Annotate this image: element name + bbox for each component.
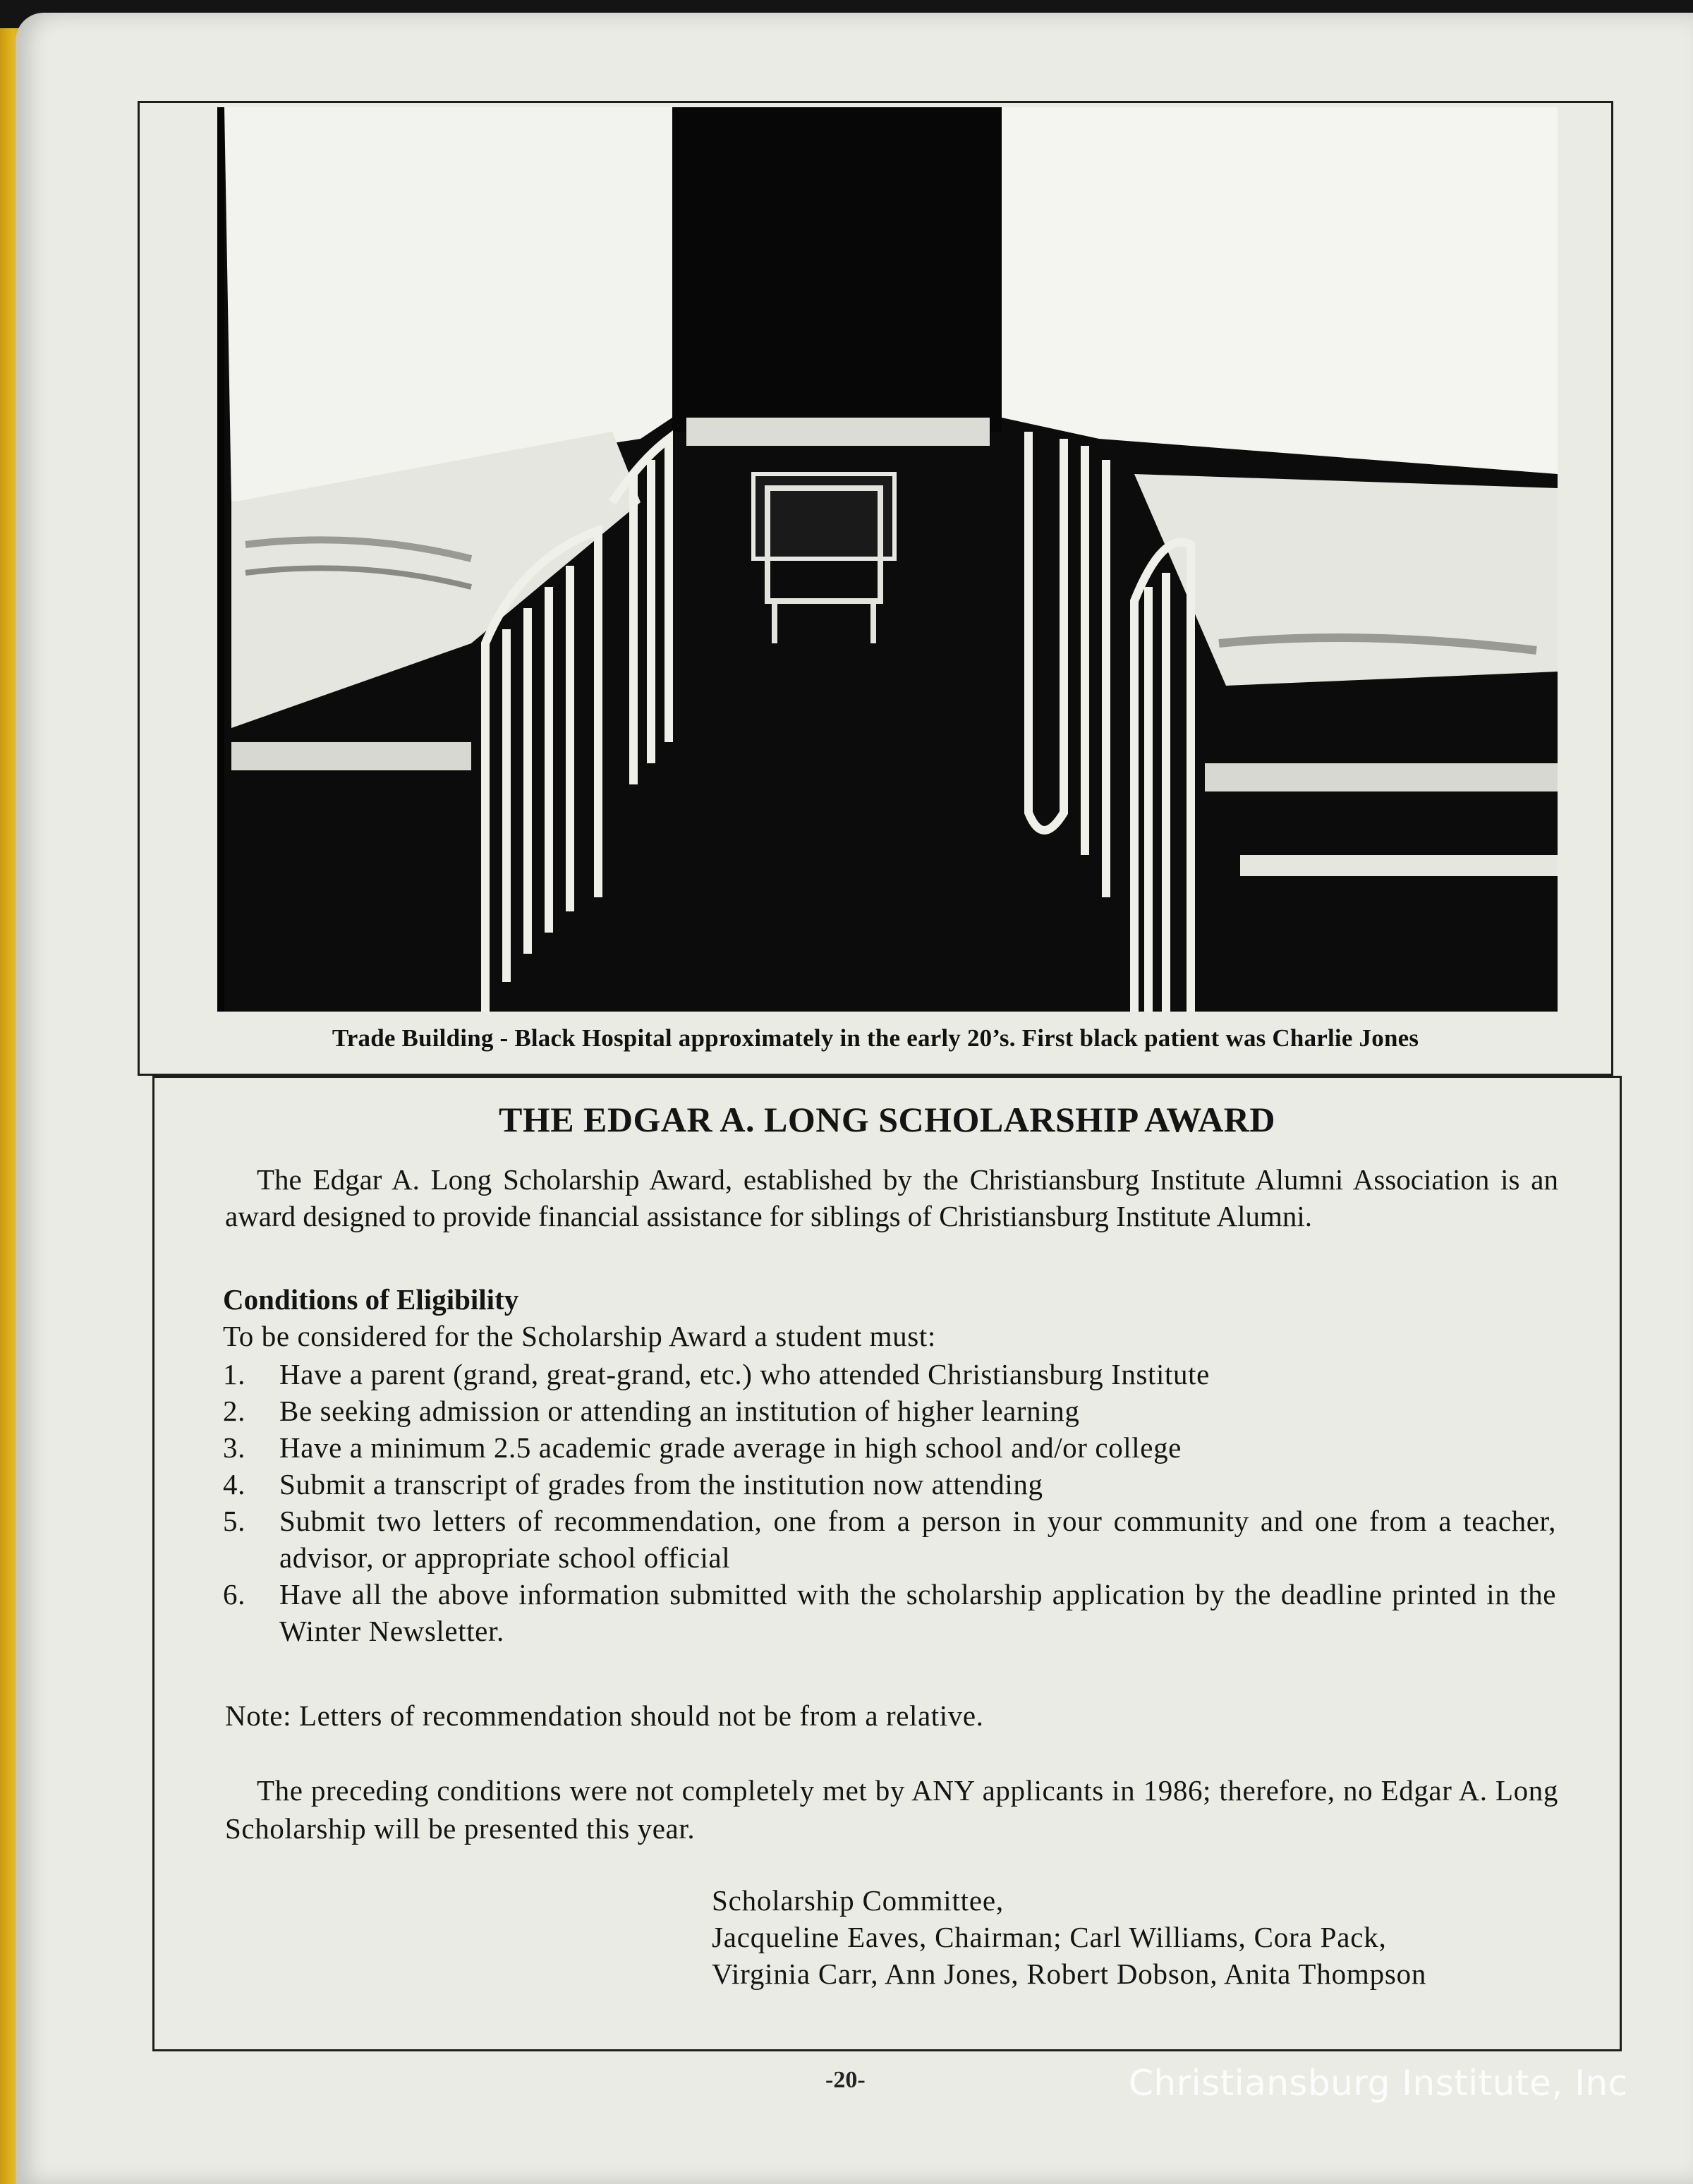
- condition-text: Submit a transcript of grades from the institution now attending: [279, 1468, 1043, 1500]
- condition-item: [223, 1576, 1556, 1649]
- condition-number: 5.: [223, 1505, 245, 1537]
- condition-item: [223, 1356, 1556, 1393]
- signature-line: Jacqueline Eaves, Chairman; Carl Williams, Cora Pack,: [712, 1921, 1387, 1953]
- condition-number: 3.: [223, 1431, 245, 1464]
- signature-line: Scholarship Committee,: [712, 1884, 1004, 1917]
- condition-number: 4.: [223, 1468, 245, 1500]
- page-number: -20-: [825, 2067, 866, 2093]
- photo-caption: Trade Building - Black Hospital approximately in the early 20’s. First black patient was Charlie Jones: [332, 1024, 1419, 1052]
- condition-item: [223, 1503, 1556, 1576]
- condition-text: Have a minimum 2.5 academic grade average in high school and/or college: [279, 1431, 1182, 1464]
- condition-text: Have all the above information submitted with the scholarship application by the deadline printed in the Winter Newsletter.: [279, 1578, 1556, 1647]
- scholarship-article-box: [152, 1076, 1622, 2051]
- condition-item: [223, 1429, 1556, 1466]
- conditions-list: [223, 1356, 1556, 1649]
- article-heading: THE EDGAR A. LONG SCHOLARSHIP AWARD: [498, 1100, 1276, 1139]
- condition-text: Have a parent (grand, great-grand, etc.) who attended Christiansburg Institute: [279, 1358, 1210, 1390]
- condition-text: Be seeking admission or attending an institution of higher learning: [279, 1395, 1080, 1427]
- conditions-title: Conditions of Eligibility: [223, 1283, 519, 1316]
- condition-number: 2.: [223, 1395, 245, 1427]
- conditions-intro: To be considered for the Scholarship Award a student must:: [223, 1320, 936, 1352]
- condition-number: 1.: [223, 1358, 245, 1390]
- intro-paragraph: The Edgar A. Long Scholarship Award, established by the Christiansburg Institute Alumni Association is an award designed to provide financial assistance for siblings of Christiansburg Institute Alumni.: [225, 1163, 1558, 1232]
- committee-signature: [712, 1882, 1426, 1992]
- note-text: Note: Letters of recommendation should not be from a relative.: [225, 1699, 984, 1732]
- condition-number: 6.: [223, 1578, 245, 1610]
- condition-item: [223, 1466, 1556, 1503]
- watermark: Christiansburg Institute, Inc: [1129, 2063, 1628, 2104]
- condition-text: Submit two letters of recommendation, one from a person in your community and one from a teacher, advisor, or appropriate school official: [279, 1505, 1556, 1574]
- hospital-ward-photo: [217, 107, 1558, 1012]
- outcome-paragraph: The preceding conditions were not completely met by ANY applicants in 1986; therefore, no Edgar A. Long Scholarship will be presented this year.: [225, 1774, 1558, 1845]
- condition-item: [223, 1393, 1556, 1429]
- signature-line: Virginia Carr, Ann Jones, Robert Dobson, Anita Thompson: [712, 1958, 1427, 1990]
